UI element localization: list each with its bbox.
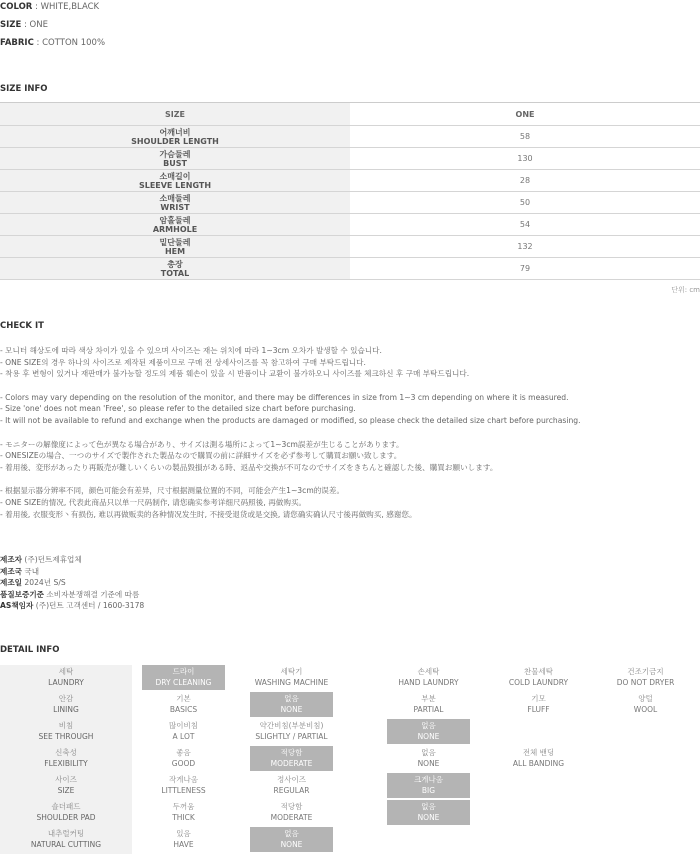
size-row-label-ko: 소매둘레 — [159, 193, 191, 203]
detail-option — [387, 773, 470, 798]
detail-label-ko: 안감 — [58, 694, 74, 703]
detail-option-en: WOOL — [633, 705, 658, 714]
detail-option-ko: 두꺼움 — [172, 802, 195, 811]
detail-option — [387, 692, 470, 717]
detail-option — [250, 692, 333, 717]
detail-option-ko: 전체 밴딩 — [522, 748, 555, 757]
detail-option-en: NONE — [417, 813, 440, 822]
detail-label-en: FLEXIBILITY — [44, 759, 88, 768]
detail-option-en: PARTIAL — [413, 705, 444, 714]
detail-option-en: MODERATE — [270, 759, 313, 768]
maker-key: AS책임자 — [0, 601, 34, 611]
detail-option — [142, 692, 225, 717]
detail-option-ko: 없음 — [421, 721, 436, 730]
detail-label-ko: 사이즈 — [55, 775, 77, 784]
size-row-value: 50 — [350, 192, 700, 214]
detail-option — [604, 665, 687, 690]
size-row-label — [0, 258, 350, 280]
maker-key: 제조일 — [0, 578, 23, 588]
size-unit: 단위: cm — [671, 286, 700, 294]
size-row-label — [0, 214, 350, 236]
detail-option-en: BIG — [421, 786, 436, 795]
size-row-value: 79 — [350, 258, 700, 280]
check-it-line: - 根据显示器分辨率不同，颜色可能会有差异，尺寸根据测量位置的不同，可能会产生1~3cm的误差。 — [0, 486, 345, 496]
detail-option-en: HAND LAUNDRY — [398, 678, 459, 687]
check-it-group — [0, 485, 581, 520]
size-row — [0, 214, 700, 236]
detail-option-en: A LOT — [172, 732, 195, 741]
size-row-label-ko: 소매길이 — [159, 171, 191, 181]
size-row-value: 130 — [350, 148, 700, 170]
size-row-value: 54 — [350, 214, 700, 236]
check-it-notes — [0, 345, 581, 532]
detail-option-en: NONE — [280, 840, 303, 849]
size-row-label-en: ARMHOLE — [152, 224, 198, 234]
detail-row — [0, 773, 700, 800]
detail-option-en: SLIGHTLY / PARTIAL — [255, 732, 328, 741]
detail-option-ko: 부분 — [421, 694, 436, 703]
detail-option-ko: 적당함 — [280, 802, 303, 811]
size-row — [0, 236, 700, 258]
check-it-line: - ONESIZEの場合、一つのサイズで製作された製品なので購買の前に詳細サイズを必ず参考して購買お願い致します。 — [0, 451, 402, 461]
size-header-value: ONE — [350, 103, 700, 126]
detail-label-ko: 세탁 — [58, 667, 74, 676]
detail-option-ko: 정사이즈 — [277, 775, 306, 784]
detail-option — [250, 719, 333, 744]
size-row-label-ko: 가슴둘레 — [159, 149, 191, 159]
detail-option-ko: 손세탁 — [417, 667, 440, 676]
check-it-line: - 着用後、変形があったり再販売が難しいくらいの製品毀損がある時、返品や交換が不可なのでサイズをきちんと確認した後、購買お願いします。 — [0, 462, 498, 472]
maker-line — [0, 589, 144, 601]
spec-color: COLOR : WHITE,BLACK — [0, 2, 100, 12]
check-it-line: - ONE SIZE的情况, 代表此商品只以单一尺码制作, 请您确实参考详细尺码照後, 再做购买。 — [0, 497, 307, 507]
detail-option-ko: 찬물세탁 — [524, 667, 553, 676]
detail-option-en: FLUFF — [527, 705, 550, 714]
size-row-label-ko: 총장 — [167, 259, 183, 269]
maker-line — [0, 566, 144, 578]
check-it-line: - It will not be available to refund and exchange when the products are damaged or modified, so please check the detailed size chart before purchasing. — [0, 415, 581, 425]
detail-option — [142, 773, 225, 798]
detail-option-ko: 없음 — [284, 694, 299, 703]
size-table — [0, 102, 700, 280]
detail-option — [387, 746, 470, 771]
detail-option — [387, 665, 470, 690]
detail-option-ko: 좋음 — [176, 748, 191, 757]
size-row-label-en: SHOULDER LENGTH — [131, 136, 219, 146]
detail-option-en: WASHING MACHINE — [254, 678, 329, 687]
detail-option — [142, 665, 225, 690]
detail-row — [0, 692, 700, 719]
detail-row — [0, 746, 700, 773]
detail-option-ko: 있음 — [176, 829, 191, 838]
size-info-title: SIZE INFO — [0, 84, 48, 94]
detail-option-ko: 건조기금지 — [627, 667, 664, 676]
maker-value: 국내 — [22, 566, 40, 576]
detail-label-en: SIZE — [57, 786, 75, 795]
detail-label-en: NATURAL CUTTING — [30, 840, 102, 849]
detail-row-label — [0, 827, 132, 854]
detail-option-ko: 기모 — [531, 694, 546, 703]
detail-option-en: NONE — [417, 732, 440, 741]
detail-option-ko: 없음 — [284, 829, 299, 838]
detail-label-en: LAUNDRY — [48, 678, 84, 687]
size-row — [0, 126, 700, 148]
detail-row — [0, 800, 700, 827]
detail-row — [0, 827, 700, 854]
spec-size: SIZE : ONE — [0, 20, 48, 30]
detail-option — [250, 773, 333, 798]
detail-option-en: ALL BANDING — [512, 759, 565, 768]
detail-option — [250, 665, 333, 690]
check-it-line: - ONE SIZE의 경우 하나의 사이즈로 제작된 제품이므로 구매 전 상세사이즈를 꼭 참고하여 구매 부탁드립니다. — [0, 357, 366, 367]
detail-option — [387, 719, 470, 744]
detail-option — [387, 800, 470, 825]
detail-option-en: NONE — [280, 705, 303, 714]
size-header-label: SIZE — [0, 103, 350, 126]
check-it-line: - 착용 후 변형이 있거나 재판매가 불가능할 정도의 제품 훼손이 있을 시 반품이나 교환이 불가하오니 사이즈를 체크하신 후 구매 부탁드립니다. — [0, 369, 470, 379]
detail-option-ko: 없음 — [421, 802, 436, 811]
detail-row-label — [0, 773, 132, 800]
size-row-label-ko: 밑단둘레 — [159, 237, 191, 247]
check-it-line: - 모니터 해상도에 따라 색상 차이가 있을 수 있으며 사이즈는 재는 위치에 따라 1~3cm 오차가 발생할 수 있습니다. — [0, 346, 382, 355]
detail-label-en: SEE THROUGH — [38, 732, 94, 741]
size-table-header — [0, 103, 700, 126]
detail-label-ko: 내추럴커팅 — [47, 829, 85, 838]
detail-label-ko: 숄더패드 — [51, 802, 81, 811]
detail-option-en: DO NOT DRYER — [616, 678, 675, 687]
maker-value: 2024년 S/S — [22, 578, 66, 588]
size-row-label — [0, 236, 350, 258]
size-row-label-en: SLEEVE LENGTH — [138, 180, 212, 190]
detail-row — [0, 719, 700, 746]
size-row — [0, 258, 700, 280]
check-it-line: - Colors may vary depending on the resolution of the monitor, and there may be differences in size from 1~3 cm depending on where it is measured. — [0, 392, 569, 402]
detail-option-ko: 드라이 — [172, 667, 195, 676]
detail-option-en: HAVE — [173, 840, 194, 849]
check-it-title: CHECK IT — [0, 321, 44, 331]
detail-option — [604, 692, 687, 717]
maker-value: (주)던트 고객센터 / 1600-3178 — [33, 601, 145, 611]
detail-option-en: DRY CLEANING — [155, 678, 212, 687]
check-it-line: - Size 'one' does not mean 'Free', so please refer to the detailed size chart before purchasing. — [0, 404, 356, 414]
detail-label-en: LINING — [53, 705, 79, 714]
size-row — [0, 192, 700, 214]
maker-key: 품질보증기준 — [0, 589, 45, 599]
detail-option-ko: 양털 — [638, 694, 653, 703]
spec-fabric: FABRIC : COTTON 100% — [0, 38, 106, 48]
detail-option-en: GOOD — [171, 759, 196, 768]
size-row-label-ko: 암홀둘레 — [159, 215, 191, 225]
detail-option — [250, 827, 333, 852]
check-it-group — [0, 345, 581, 380]
detail-info-title: DETAIL INFO — [0, 645, 60, 655]
detail-label-ko: 신축성 — [55, 748, 77, 757]
detail-option-en: LITTLENESS — [161, 786, 206, 795]
detail-option — [142, 719, 225, 744]
detail-option — [142, 827, 225, 852]
detail-option-ko: 세탁기 — [280, 667, 303, 676]
detail-option-ko: 약간비침(부분비침) — [259, 721, 324, 730]
detail-row-label — [0, 746, 132, 773]
maker-info — [0, 554, 144, 612]
check-it-group — [0, 392, 581, 427]
maker-line — [0, 577, 144, 589]
maker-key: 제조국 — [0, 566, 23, 576]
detail-option-ko: 크게나옴 — [414, 775, 443, 784]
detail-option — [497, 746, 580, 771]
size-row-label — [0, 170, 350, 192]
detail-row-label — [0, 665, 132, 692]
detail-option — [142, 800, 225, 825]
maker-value: (주)던트제휴업체 — [22, 555, 82, 564]
size-row — [0, 170, 700, 192]
size-row — [0, 148, 700, 170]
detail-option-ko: 적당함 — [280, 748, 303, 757]
detail-option-en: BASICS — [169, 705, 198, 714]
detail-option — [250, 800, 333, 825]
detail-option — [142, 746, 225, 771]
size-row-label — [0, 148, 350, 170]
size-row-value: 58 — [350, 126, 700, 148]
detail-option — [250, 746, 333, 771]
detail-option — [497, 692, 580, 717]
detail-option-en: REGULAR — [273, 786, 310, 795]
maker-key: 제조자 — [0, 555, 23, 564]
size-row-label-en: TOTAL — [160, 268, 190, 278]
size-row-label — [0, 126, 350, 148]
detail-row-label — [0, 719, 132, 746]
check-it-line: - モニターの解像度によって色が異なる場合があり、サイズは測る場所によって1~3cm誤差が生じることがあります。 — [0, 439, 404, 449]
detail-option-ko: 기본 — [176, 694, 191, 703]
detail-option-ko: 작게나옴 — [169, 775, 198, 784]
size-row-value: 28 — [350, 170, 700, 192]
detail-option — [497, 665, 580, 690]
maker-value: 소비자분쟁해결 기준에 따름 — [44, 589, 140, 599]
size-row-label-en: BUST — [163, 158, 187, 168]
detail-row-label — [0, 800, 132, 827]
size-row-label-ko: 어깨너비 — [159, 127, 191, 137]
detail-option-ko: 많이비침 — [169, 721, 198, 730]
maker-line — [0, 600, 144, 612]
detail-label-ko: 비침 — [58, 721, 74, 730]
detail-option-en: THICK — [172, 813, 195, 822]
detail-row-label — [0, 692, 132, 719]
detail-option-en: MODERATE — [270, 813, 313, 822]
detail-option-en: COLD LAUNDRY — [508, 678, 569, 687]
check-it-group — [0, 439, 581, 474]
check-it-line: - 着用後, 衣服变形丶有损伤, 难以再做贩卖的各种情况发生时, 不接受退货或是交换, 请您确实确认尺寸後再做购买, 感谢您。 — [0, 509, 417, 519]
detail-row — [0, 665, 700, 692]
maker-line — [0, 554, 144, 566]
size-row-value: 132 — [350, 236, 700, 258]
size-row-label-en: HEM — [164, 246, 186, 256]
size-row-label — [0, 192, 350, 214]
detail-option-en: NONE — [417, 759, 440, 768]
size-row-label-en: WRIST — [160, 202, 190, 212]
detail-label-en: SHOULDER PAD — [36, 813, 96, 822]
detail-option-ko: 없음 — [421, 748, 436, 757]
